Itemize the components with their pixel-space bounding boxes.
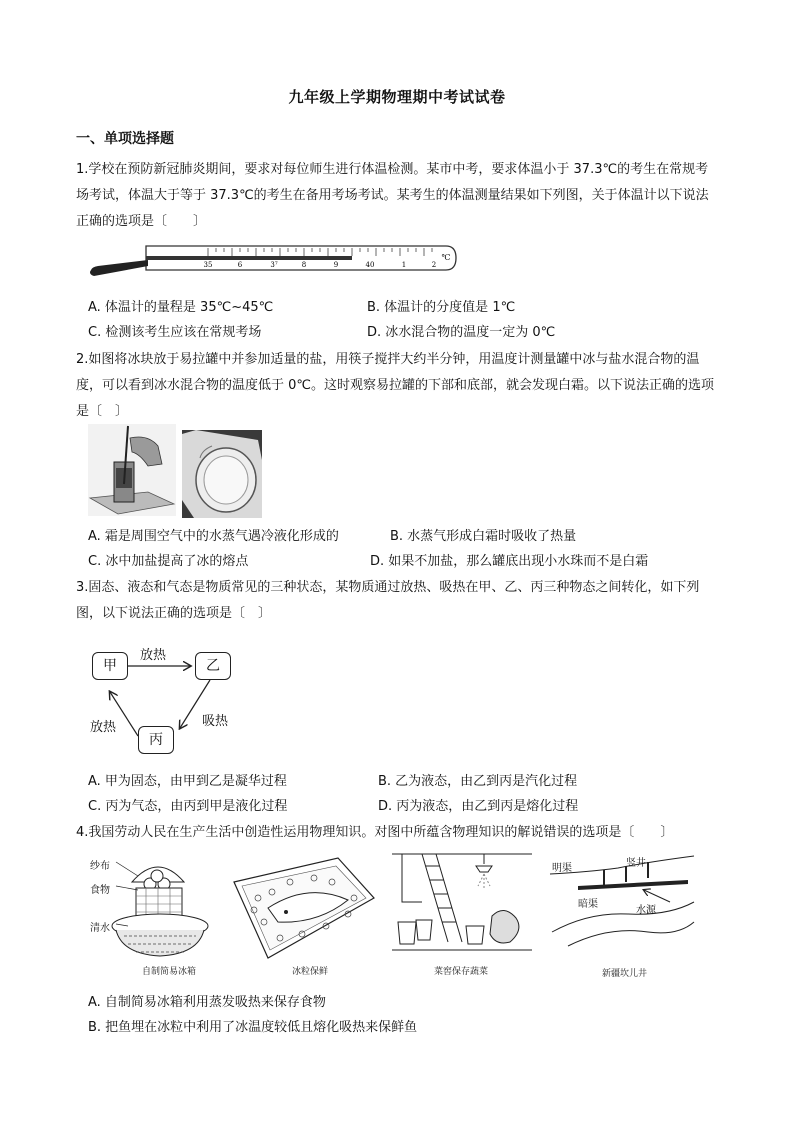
arrow-label-jia-yi: 放热: [140, 648, 167, 663]
caption-vegetable-cellar: 菜窖保存蔬菜: [434, 967, 489, 977]
q1-option-b[interactable]: B. 体温计的分度值是 1℃: [367, 300, 516, 315]
state-node-jia: 甲: [92, 652, 128, 680]
page-title: 九年级上学期物理期中考试试卷: [288, 88, 506, 106]
state-change-diagram: [88, 640, 248, 758]
scale-label: 9: [333, 261, 339, 269]
q1-option-c[interactable]: C. 检测该考生应该在常规考场: [88, 325, 262, 340]
fig-vegetable-cellar: [392, 852, 532, 984]
caption-simple-fridge: 自制简易冰箱: [142, 967, 197, 977]
fig-karez-well: [548, 852, 698, 984]
q4-option-b[interactable]: B. 把鱼埋在冰粒中利用了冰温度较低且熔化吸热来保鲜鱼: [88, 1020, 418, 1035]
can-bottom-frost-photo: [182, 430, 262, 518]
caption-ice-fish: 冰粒保鲜: [292, 967, 329, 977]
fig-ice-fish: [228, 852, 378, 984]
question-4-text: 4.我国劳动人民在生产生活中创造性运用物理知识。对图中所蕴含物理知识的解说错误的选项是〔 〕: [76, 825, 674, 840]
q1-option-a[interactable]: A. 体温计的量程是 35℃~45℃: [88, 300, 274, 315]
can-stirring-photo: [88, 424, 176, 516]
scale-label: 1: [401, 261, 407, 269]
label-hidden-channel: 暗渠: [578, 899, 598, 910]
section-heading: 一、单项选择题: [76, 131, 174, 147]
q2-option-d[interactable]: D. 如果不加盐，那么罐底出现小水珠而不是白霜: [370, 554, 649, 569]
caption-karez-well: 新疆坎儿井: [602, 969, 648, 979]
question-1-text: 1.学校在预防新冠肺炎期间，要求对每位师生进行体温检测。某市中考，要求体温小于 37.3℃的考生在常规考场考试，体温大于等于 37.3℃的考生在备用考场考试。某考生的体温测量结果如下列图，关于体温计以下说法正确的选项是〔 〕: [76, 162, 709, 229]
q3-option-c[interactable]: C. 丙为气态，由丙到甲是液化过程: [88, 799, 288, 814]
thermometer-illustration: [88, 240, 460, 284]
q3-option-b[interactable]: B. 乙为液态，由乙到丙是汽化过程: [378, 774, 578, 789]
scale-label: 35: [203, 261, 213, 269]
label-vertical-well: 竖井: [626, 858, 646, 869]
label-water-source: 水源: [636, 905, 656, 916]
question-3-text: 3.固态、液态和气态是物质常见的三种状态，某物质通过放热、吸热在甲、乙、丙三种物态之间转化，如下列图，以下说法正确的选项是〔 〕: [76, 580, 700, 621]
q4-option-a[interactable]: A. 自制简易冰箱利用蒸发吸热来保存食物: [88, 995, 326, 1010]
label-gauze: 纱布: [90, 861, 110, 872]
q1-option-d[interactable]: D. 冰水混合物的温度一定为 0℃: [367, 325, 556, 340]
arrow-label-bing-jia: 放热: [90, 720, 117, 735]
q2-option-a[interactable]: A. 霜是周围空气中的水蒸气遇冷液化形成的: [88, 529, 339, 544]
question-2-text: 2.如图将冰块放于易拉罐中并参加适量的盐，用筷子搅拌大约半分钟，用温度计测量罐中冰与盐水混合物的温度，可以看到冰水混合物的温度低于 0℃。这时观察易拉罐的下部和底部，就会发现白霜。以下说法正确的选项是〔 〕: [76, 352, 715, 419]
scale-label: 2: [431, 261, 437, 269]
q3-option-d[interactable]: D. 丙为液态，由乙到丙是熔化过程: [378, 799, 579, 814]
scale-label: 6: [237, 261, 243, 269]
scale-label: 3⁷: [270, 261, 278, 269]
unit-label: ℃: [441, 253, 451, 262]
fig-simple-fridge: [88, 852, 220, 984]
arrow-label-yi-bing: 吸热: [202, 714, 229, 729]
label-food: 食物: [90, 885, 110, 896]
label-water: 清水: [90, 923, 110, 934]
scale-label: 8: [301, 261, 307, 269]
state-node-bing: 丙: [138, 726, 174, 754]
q2-option-b[interactable]: B. 水蒸气形成白霜时吸收了热量: [390, 529, 577, 544]
q3-option-a[interactable]: A. 甲为固态，由甲到乙是凝华过程: [88, 774, 287, 789]
scale-label: 40: [365, 261, 375, 269]
q2-option-c[interactable]: C. 冰中加盐提高了冰的熔点: [88, 554, 249, 569]
label-open-channel: 明渠: [552, 863, 572, 874]
state-node-yi: 乙: [195, 652, 231, 680]
thermometer-figure: [88, 240, 460, 284]
